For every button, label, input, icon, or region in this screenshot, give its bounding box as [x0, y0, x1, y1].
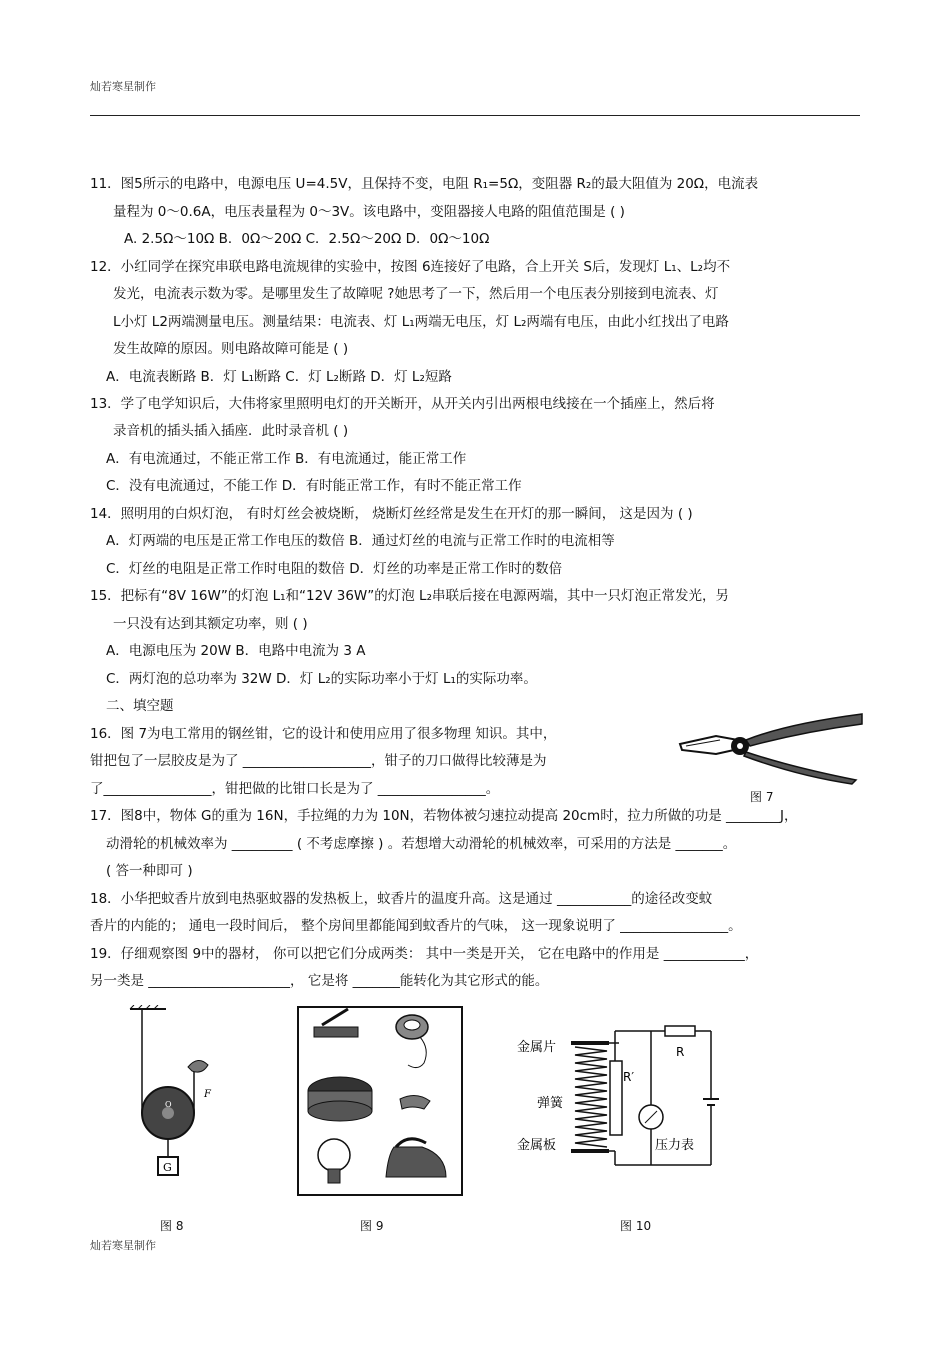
line-q16-b: 钳把包了一层胶皮是为了 ___________________，钳子的刀口做得比较薄是为	[90, 753, 547, 769]
line-q13-options-cd: C．没有电流通过，不能工作 D．有时能正常工作，有时不能正常工作	[106, 478, 522, 494]
line-q16-c: 了________________，钳把做的比钳口长是为了 ________________。	[90, 781, 500, 797]
fig10-metal-plate-label: 金属板	[517, 1138, 557, 1153]
line-q15-b: 一只没有达到其额定功率，则 ( )	[113, 616, 308, 632]
fig8-axis-label: O	[165, 1100, 172, 1109]
fig8-weight-label: G	[163, 1161, 172, 1174]
line-q13-a: 13．学了电学知识后，大伟将家里照明电灯的开关断开，从开关内引出两根电线接在一个插座上，然后将	[90, 396, 715, 412]
line-q12-options: A．电流表断路 B．灯 L₁断路 C．灯 L₂断路 D．灯 L₂短路	[106, 369, 452, 385]
fig10-pressure-meter-label: 压力表	[655, 1138, 695, 1153]
fig9-caption: 图 9	[360, 1219, 384, 1233]
line-q12-d: 发生故障的原因。则电路故障可能是 ( )	[113, 341, 349, 357]
header-rule	[90, 115, 860, 116]
line-q18-b: 香片的内能的； 通电一段时间后， 整个房间里都能闻到蚊香片的气味， 这一现象说明了 ________________。	[90, 918, 742, 934]
line-q19-a: 19．仔细观察图 9中的器材， 你可以把它们分成两类： 其中一类是开关， 它在电路中的作用是 ____________，	[90, 946, 759, 962]
appliances-figure	[296, 1005, 464, 1197]
line-q17-b: 动滑轮的机械效率为 _________ ( 不考虑摩擦 ) 。若想增大动滑轮的机械效率，可采用的方法是 _______。	[106, 836, 737, 852]
line-q15-options-cd: C．两灯泡的总功率为 32W D．灯 L₂的实际功率小于灯 L₁的实际功率。	[106, 671, 537, 687]
line-q14-a: 14．照明用的白炽灯泡， 有时灯丝会被烧断， 烧断灯丝经常是发生在开灯的那一瞬间， 这是因为 ( )	[90, 506, 693, 522]
line-q12-b: 发光，电流表示数为零。是哪里发生了故障呢 ?她思考了一下，然后用一个电压表分别接到电流表、灯	[113, 286, 719, 302]
line-q17-c: ( 答一种即可 )	[106, 863, 193, 879]
fig10-resistor-label: R	[676, 1045, 685, 1059]
line-q17-a: 17．图8中，物体 G的重为 16N，手拉绳的力为 10N，若物体被匀速拉动提高 20cm时，拉力所做的功是 ________J，	[90, 808, 798, 824]
line-q11-b: 量程为 0～0.6A，电压表量程为 0～3V。该电路中，变阻器接人电路的阻值范围是 ( )	[113, 204, 625, 220]
fig8-caption: 图 8	[160, 1219, 184, 1233]
pliers-figure	[676, 710, 866, 785]
line-q12-a: 12．小红同学在探究串联电路电流规律的实验中，按图 6连接好了电路，合上开关 S后，发现灯 L₁、L₂均不	[90, 259, 731, 275]
line-q15-a: 15．把标有“8V 16W”的灯泡 L₁和“12V 36W”的灯泡 L₂串联后接在电源两端，其中一只灯泡正常发光，另	[90, 588, 729, 604]
fig7-caption: 图 7	[750, 790, 774, 804]
page-footer: 灿若寒星制作	[90, 1239, 156, 1252]
pressure-circuit-figure	[515, 1025, 720, 1175]
line-q19-b: 另一类是 _____________________， 它是将 _______能转化为其它形式的能。	[90, 973, 549, 989]
pulley-figure	[122, 1005, 222, 1185]
line-q11-a: 11．图5所示的电路中，电源电压 U=4.5V，且保持不变，电阻 R₁=5Ω，变阻器 R₂的最大阻值为 20Ω，电流表	[90, 176, 759, 192]
fig10-caption: 图 10	[620, 1219, 652, 1233]
line-q14-options-cd: C．灯丝的电阻是正常工作时电阻的数倍 D．灯丝的功率是正常工作时的数倍	[106, 561, 563, 577]
line-q11-options: A. 2.5Ω～10Ω B．0Ω～20Ω C．2.5Ω～20Ω D．0Ω～10Ω	[124, 231, 490, 247]
fig8-force-label: F	[204, 1089, 211, 1100]
fig10-metal-sheet-label: 金属片	[517, 1040, 557, 1055]
section-title: 二、填空题	[106, 698, 174, 714]
page-header: 灿若寒星制作	[90, 80, 156, 93]
line-q12-c: L小灯 L2两端测量电压。测量结果：电流表、灯 L₁两端无电压，灯 L₂两端有电压，由此小红找出了电路	[113, 314, 729, 330]
line-q18-a: 18．小华把蚊香片放到电热驱蚊器的发热板上，蚊香片的温度升高。这是通过 ___________的途径改变蚊	[90, 891, 713, 907]
fig10-spring-label: 弹簧	[537, 1096, 564, 1111]
line-q16-a: 16．图 7为电工常用的钢丝钳，它的设计和使用应用了很多物理 知识。其中，	[90, 726, 557, 742]
line-q14-options-ab: A．灯两端的电压是正常工作电压的数倍 B．通过灯丝的电流与正常工作时的电流相等	[106, 533, 615, 549]
line-q15-options-ab: A．电源电压为 20W B．电路中电流为 3 A	[106, 643, 366, 659]
line-q13-options-ab: A．有电流通过，不能正常工作 B．有电流通过，能正常工作	[106, 451, 467, 467]
heater-icon	[308, 1077, 372, 1121]
fig10-variable-resistor-label: R′	[623, 1070, 635, 1084]
line-q13-b: 录音机的插头插入插座．此时录音机 ( )	[113, 423, 349, 439]
